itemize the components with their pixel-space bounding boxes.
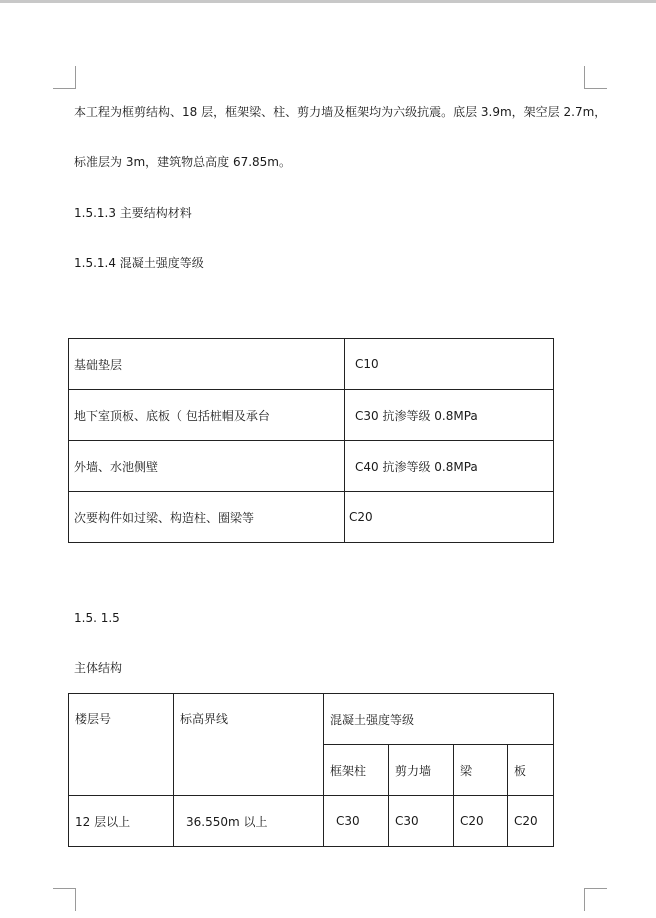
table-cell: C30 抗渗等级 0.8MPa [345, 390, 554, 441]
table-cell: C20 [454, 796, 508, 847]
crop-mark-top-right [584, 66, 607, 89]
table-cell: C20 [345, 492, 554, 543]
table-header-row [69, 694, 554, 745]
heading-main-structure: 主体结构 [74, 661, 123, 675]
crop-mark-bottom-right [584, 888, 607, 911]
table-cell: 36.550m 以上 [174, 796, 324, 847]
table-cell: 外墙、水池侧壁 [69, 441, 345, 492]
table-cell: C30 [324, 796, 389, 847]
table-cell: 12 层以上 [69, 796, 174, 847]
header-beam: 梁 [454, 745, 508, 796]
paragraph-2: 标准层为 3m，建筑物总高度 67.85m。 [74, 155, 291, 169]
main-structure-table [68, 693, 554, 847]
table-cell: 次要构件如过梁、构造柱、圈梁等 [69, 492, 345, 543]
header-slab: 板 [508, 745, 554, 796]
heading-section-number: 1.5. 1.5 [74, 611, 120, 625]
table-row [69, 339, 554, 390]
table-cell: 基础垫层 [69, 339, 345, 390]
header-concrete-grade: 混凝土强度等级 [324, 694, 554, 745]
table-cell: 地下室顶板、底板（ 包括桩帽及承台 [69, 390, 345, 441]
paragraph-1: 本工程为框剪结构、18 层，框架梁、柱、剪力墙及框架均为六级抗震。底层 3.9m，架空层 2.7m， [74, 105, 607, 119]
table-row [69, 441, 554, 492]
concrete-grade-table [68, 338, 554, 543]
header-shear-wall: 剪力墙 [389, 745, 454, 796]
header-floor: 楼层号 [69, 694, 174, 796]
table-cell: C20 [508, 796, 554, 847]
table-row [69, 492, 554, 543]
heading-concrete-grade: 1.5.1.4 混凝土强度等级 [74, 256, 204, 270]
table-cell: C30 [389, 796, 454, 847]
table-cell: C10 [345, 339, 554, 390]
heading-materials: 1.5.1.3 主要结构材料 [74, 206, 192, 220]
top-border [0, 0, 656, 3]
crop-mark-bottom-left [53, 888, 76, 911]
table-row [69, 390, 554, 441]
header-frame-column: 框架柱 [324, 745, 389, 796]
crop-mark-top-left [53, 66, 76, 89]
table-cell: C40 抗渗等级 0.8MPa [345, 441, 554, 492]
table-row [69, 796, 554, 847]
header-elevation: 标高界线 [174, 694, 324, 796]
